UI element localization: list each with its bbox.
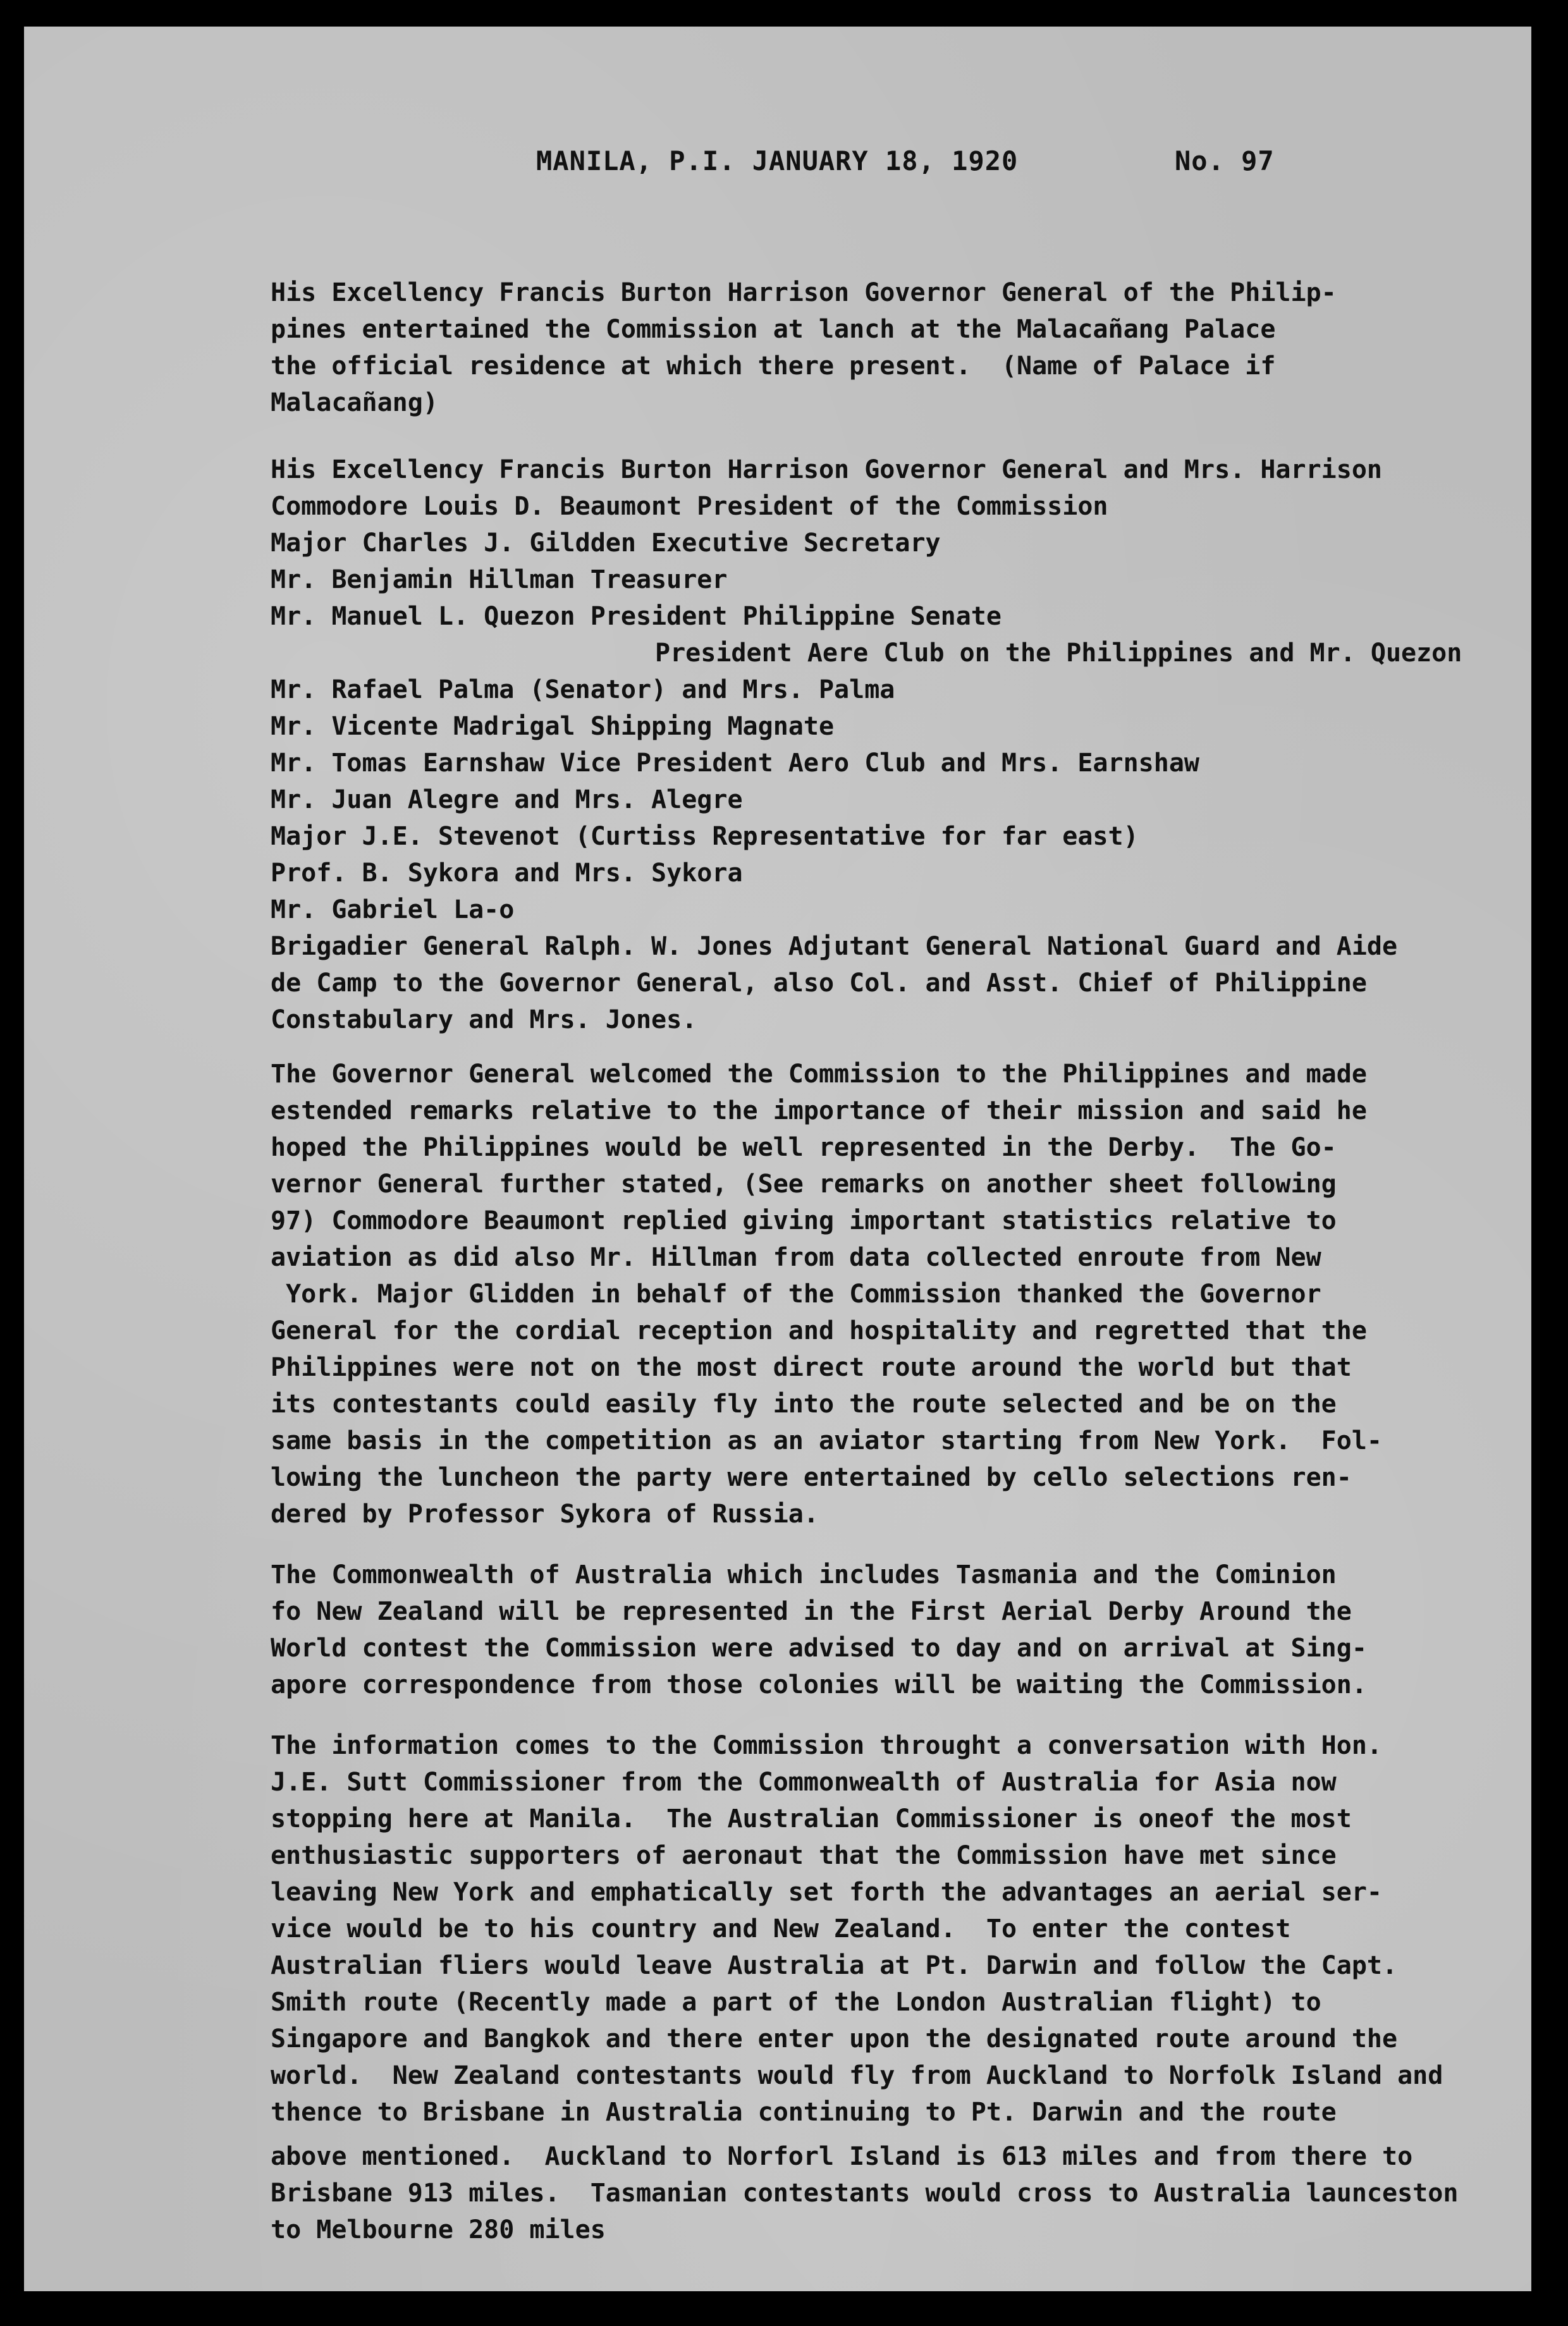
paragraph-line: Smith route (Recently made a part of the London Australian flight) to [271, 1988, 1321, 2017]
paragraph-line: stopping here at Manila. The Australian Commissioner is oneof the most [271, 1804, 1352, 1833]
attendee-line: Mr. Tomas Earnshaw Vice President Aero Club and Mrs. Earnshaw [271, 749, 1200, 778]
attendee-line: de Camp to the Governor General, also Col. and Asst. Chief of Philippine [271, 969, 1367, 998]
attendee-line: Mr. Rafael Palma (Senator) and Mrs. Palma [271, 675, 895, 704]
paragraph-line: Singapore and Bangkok and there enter upon the designated route around the [271, 2024, 1398, 2054]
intro-line: His Excellency Francis Burton Harrison Governor General of the Philip- [271, 278, 1337, 307]
document-number: No. 97 [1175, 145, 1275, 176]
paragraph-line: J.E. Sutt Commissioner from the Commonwealth of Australia for Asia now [271, 1768, 1337, 1797]
paragraph-line: fo New Zealand will be represented in the First Aerial Derby Around the [271, 1597, 1352, 1626]
intro-line: the official residence at which there present. (Name of Palace if [271, 352, 1276, 381]
attendee-line: Mr. Vicente Madrigal Shipping Magnate [271, 712, 835, 741]
document-page [24, 27, 1531, 2291]
paragraph-line: enthusiastic supporters of aeronaut that the Commission have met since [271, 1841, 1337, 1870]
paragraph-line: apore correspondence from those colonies will be waiting the Commission. [271, 1670, 1367, 1699]
paragraph-line: hoped the Philippines would be well represented in the Derby. The Go- [271, 1133, 1337, 1162]
attendee-line: President Aere Club on the Philippines and Mr. Quezon [655, 639, 1462, 668]
paragraph-australia [271, 1557, 1510, 1703]
attendee-line: Mr. Manuel L. Quezon President Philippine Senate [271, 602, 1001, 631]
paragraph-line: Australian fliers would leave Australia at Pt. Darwin and follow the Capt. [271, 1951, 1398, 1980]
attendee-line: Mr. Benjamin Hillman Treasurer [271, 565, 728, 594]
paragraph-line: its contestants could easily fly into the route selected and be on the [271, 1390, 1337, 1419]
paragraph-line: above mentioned. Auckland to Norforl Island is 613 miles and from there to [271, 2142, 1413, 2171]
attendee-list [271, 451, 1510, 1038]
intro-line: pines entertained the Commission at lanch at the Malacañang Palace [271, 315, 1276, 344]
attendee-line: His Excellency Francis Burton Harrison Governor General and Mrs. Harrison [271, 455, 1382, 484]
paragraph-line: leaving New York and emphatically set forth the advantages an aerial ser- [271, 1878, 1382, 1907]
paragraph-line: world. New Zealand contestants would fly from Auckland to Norfolk Island and [271, 2061, 1443, 2090]
intro-paragraph [271, 274, 1510, 421]
attendee-line: Mr. Juan Alegre and Mrs. Alegre [271, 785, 743, 814]
paragraph-line: aviation as did also Mr. Hillman from data collected enroute from New [271, 1243, 1321, 1272]
attendee-line: Commodore Louis D. Beaumont President of the Commission [271, 492, 1108, 521]
paragraph-distances [271, 2138, 1510, 2248]
paragraph-commissioner [271, 1727, 1510, 2131]
paragraph-line: estended remarks relative to the importance of their mission and said he [271, 1096, 1367, 1125]
paragraph-line: Brisbane 913 miles. Tasmanian contestants would cross to Australia launceston [271, 2179, 1459, 2208]
paragraph-line: World contest the Commission were advised to day and on arrival at Sing- [271, 1634, 1367, 1663]
attendee-line: Major Charles J. Gildden Executive Secretary [271, 529, 941, 558]
paragraph-line: York. Major Glidden in behalf of the Commission thanked the Governor [271, 1280, 1321, 1309]
paragraph-line: lowing the luncheon the party were entertained by cello selections ren- [271, 1463, 1352, 1492]
attendee-line: Prof. B. Sykora and Mrs. Sykora [271, 859, 743, 888]
paragraph-line: 97) Commodore Beaumont replied giving important statistics relative to [271, 1206, 1337, 1235]
attendee-line: Mr. Gabriel La-o [271, 895, 515, 924]
paragraph-line: Philippines were not on the most direct route around the world but that [271, 1353, 1352, 1382]
attendee-line: Major J.E. Stevenot (Curtiss Representative for far east) [271, 822, 1139, 851]
place-and-date: MANILA, P.I. JANUARY 18, 1920 [536, 145, 1019, 176]
paragraph-line: vice would be to his country and New Zealand. To enter the contest [271, 1914, 1291, 1943]
typewritten-document [24, 27, 1531, 2291]
paragraph-line: dered by Professor Sykora of Russia. [271, 1500, 819, 1529]
paragraph-line: vernor General further stated, (See remarks on another sheet following [271, 1170, 1337, 1199]
paragraph-line: The Commonwealth of Australia which includes Tasmania and the Cominion [271, 1560, 1337, 1589]
paragraph-line: General for the cordial reception and hospitality and regretted that the [271, 1316, 1367, 1345]
paragraph-welcome [271, 1056, 1510, 1533]
intro-line: Malacañang) [271, 388, 438, 417]
paragraph-line: thence to Brisbane in Australia continuing to Pt. Darwin and the route [271, 2098, 1337, 2127]
paragraph-line: to Melbourne 280 miles [271, 2215, 606, 2244]
paragraph-line: The information comes to the Commission throught a conversation with Hon. [271, 1731, 1382, 1760]
attendee-line: Brigadier General Ralph. W. Jones Adjutant General National Guard and Aide [271, 932, 1398, 961]
paragraph-line: The Governor General welcomed the Commission to the Philippines and made [271, 1060, 1367, 1089]
attendee-line: Constabulary and Mrs. Jones. [271, 1005, 697, 1034]
paragraph-line: same basis in the competition as an aviator starting from New York. Fol- [271, 1426, 1382, 1455]
